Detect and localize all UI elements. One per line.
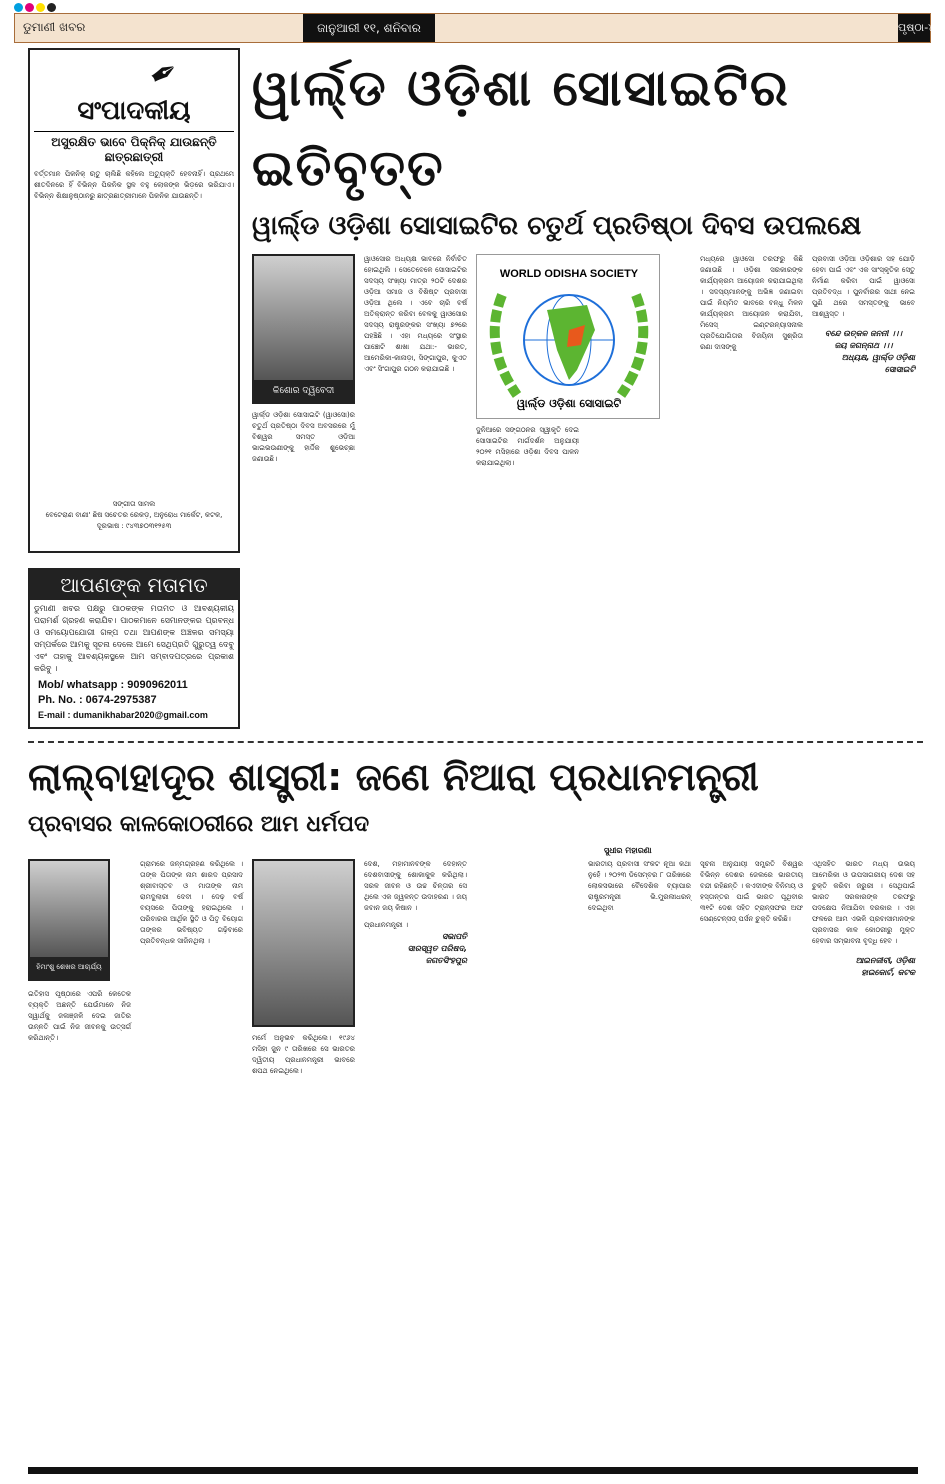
- shastri-photo: [252, 859, 355, 1027]
- story3-col3-wrap: [812, 859, 915, 1459]
- story1-logo-columns: [476, 425, 691, 469]
- logo-graphic: [477, 255, 661, 420]
- story2-col3-wrap: [252, 859, 355, 1459]
- story1-col3: ଦୁନିଆରେ ସଙ୍ଗଠନର ସ୍ୱୀକୃତି ଦେଇ ସୋସାଇଟିର ମାର୍ଗଦର୍ଶନ ଅନୁଯାୟୀ ୨୦୨୧ ମସିହାରେ ଓଡ଼ିଶା ଦିବସ ପାଳନ କରାଯାଇଥିଲା।: [476, 426, 579, 467]
- phone-label: Ph. No.: [38, 694, 76, 706]
- logo-english-text: WORLD ODISHA SOCIETY: [499, 268, 639, 280]
- signature-2: ହାଇକୋର୍ଟ, କଟକ: [861, 968, 915, 977]
- page-number: ପୃଷ୍ଠା-୪: [898, 14, 930, 42]
- signature-1: ସଭାପତି: [441, 932, 467, 941]
- issue-date: ଜାନୁଆରୀ ୧୧, ଶନିବାର ୨୦୨୫: [303, 14, 435, 42]
- signature-1: ଅଧ୍ୟକ୍ଷ, ୱାର୍ଲ୍ଡ ଓଡ଼ିଶା: [841, 353, 915, 362]
- story1-columns: [252, 254, 923, 469]
- top-section: [28, 48, 923, 729]
- closing-line-2: ଜୟ ଜଗନ୍ନାଥ ।।।: [834, 341, 893, 350]
- bottom-columns: [28, 859, 923, 1459]
- yellow-mark: [36, 3, 45, 12]
- story1-col2: ୱାଓସୋର ଅଧ୍ୟକ୍ଷ ଭାବରେ ନିର୍ବାଚିତ ହୋଇଥିଲି । ସେତେବେଳେ ସୋସାଇଟିର ସଦସ୍ୟ ସଂଖ୍ୟା ମାତ୍ର ୨୦ଟି ଦେଶର ଓଡ଼ିଆ ସମାଜ ଓ ବିଶିଷ୍ଟ ପ୍ରବାସୀ ଓଡ଼ିଆ ଥିଲେ । ଏବେ ଚାରି ବର୍ଷ ଅତିକ୍ରାନ୍ତ କରିବା ବେଳକୁ ୱାଓସୋର ସଦସ୍ୟ ରାଷ୍ଟ୍ରଙ୍କର ସଂଖ୍ୟା ୭୨ରେ ପହଞ୍ଚିଛି । ଏହା ମଧ୍ୟରେ ସଂସ୍ଥାର ପାଞ୍ଚୋଟି ଶାଖା ଯଥା:- ଭାରତ, ଆମେରିକା-କାନାଡ଼ା, ସିଙ୍ଗାପୁର, କୁଏତ ଏବଂ ସିଂଗାପୁର ଗଠନ କରାଯାଇଛି ।: [364, 255, 467, 373]
- editorial-subtitle: ଅସୁରକ୍ଷିତ ଭାବେ ପିକ୍‌ନିକ୍ ଯାଉଛନ୍ତି ଛାତ୍ରଛାତ୍ରୀ: [34, 131, 234, 165]
- mob-number[interactable]: 9090962011: [127, 679, 188, 691]
- story3-headline: ପ୍ରବାସର କାଳକୋଠରୀରେ ଆମ ଧର୍ମପଦ: [28, 812, 370, 837]
- story2-col4: ଦେଶ, ମହାମାନବଙ୍କ ଦେହାନ୍ତ ଦେଶବାସୀଙ୍କୁ ଶୋକାକୁଳ କରିଥିଲା। ସରଳ ଜୀବନ ଓ ଉଚ୍ଚ ଚିନ୍ତାର ସେ ଥିଲେ ଏକ ଜ୍ୱଳନ୍ତ ଉଦାହରଣ । ଜୟ ଜବାନ ଜୟ କିଷାନ ।: [364, 860, 467, 912]
- portrait-image: [254, 256, 353, 380]
- cyan-mark: [14, 3, 23, 12]
- left-column: [28, 48, 240, 729]
- black-mark: [47, 3, 56, 12]
- email[interactable]: E-mail : dumanikhabar2020@gmail.com: [38, 710, 208, 720]
- footer-bar: [28, 1467, 918, 1474]
- story1-col4: ମଧ୍ୟରେ ୱାଓସୋ ତରଫରୁ କିଛି ଜଣାଉଛି । ଓଡ଼ିଶା ସରକାରଙ୍କ କାର୍ଯ୍ୟକ୍ରମ ଆୟୋଜନ କରାଯାଇଥିଲା । ସଦସ୍ୟମାନଙ୍କୁ ଅଭିଜ୍ଞ ଜଣାଇବା ପାଇଁ ନିୟମିତ ଭାବରେ ବନ୍ଧୁ ମିଳନ କାର୍ଯ୍ୟକ୍ରମ ଆୟୋଜନ କରାଯିବା, ମିସେସ୍ ଇଣ୍ଟରନ୍ୟାସନାଲ ପ୍ରତିଯୋଗିତାର ବିଜୟିନୀ ସୁଶ୍ରିତା ରଣା ଦାସଙ୍କୁ: [700, 255, 803, 351]
- signature-2: ସାରସ୍ୱତ ପରିଷଦ,: [407, 944, 467, 953]
- closing-line-1: ବନ୍ଦେ ଉତ୍କଳ ଜନନୀ ।।।: [824, 329, 902, 338]
- signature-2: ସୋସାଇଟି: [884, 365, 915, 374]
- story3-col2: ସୂଚନା ଅନୁଯାୟୀ ସମ୍ପ୍ରତି ବିଶ୍ୱର ବିଭିନ୍ନ ଦେଶର ଜେଲରେ ଭାରତୀୟ ବନ୍ଦୀ ରହିଛନ୍ତି । କଏଦୀଙ୍କ ବିନିମୟ ଓ ହସ୍ତାନ୍ତର ପାଇଁ ଭାରତ ପୃଥିବୀର ୩୧ଟି ଦେଶ ସହିତ ଟ୍ରାନ୍ସଫର ଅଫ ସେଣ୍ଟେନ୍ସଡ୍ ପର୍ସନ ଚୁକ୍ତି କରିଛି।: [700, 860, 803, 923]
- story3-col3: ଏଥିସହିତ ଭାରତ ମଧ୍ୟ ଉଭୟ ଆମେରିକା ଓ ଉପସାଗରୀୟ ଦେଶ ସହ ଚୁକ୍ତି କରିବା ଜରୁରୀ । ସେଥିପାଇଁ ଭାରତ ସରକାରଙ୍କ ତରଫରୁ ପଦକ୍ଷେପ ନିଆଯିବା ଦରକାର । ଏହା ଫଳରେ ଆମ ଏଭଳି ପ୍ରବାସୀମାନଙ୍କ ପ୍ରବାସର କାଳ କୋଠରୀରୁ ମୁକ୍ତ ହେବାର ସମ୍ଭାବନା ବୃଦ୍ଧି ହେବ ।: [812, 860, 915, 945]
- logo-odia-text: ୱାର୍ଲ୍ଡ ଓଡ଼ିଶା ସୋସାଇଟି: [516, 397, 622, 410]
- kishore-photo: [252, 254, 355, 404]
- phone-number[interactable]: : 0674-2975387: [78, 694, 157, 706]
- portrait-image: [30, 861, 108, 957]
- story2-col4-wrap: [364, 859, 467, 1459]
- himanshu-photo: [28, 859, 110, 981]
- registration-marks: [14, 0, 931, 13]
- quill-icon: ✒: [141, 49, 187, 99]
- story2-headline-text: ଲାଲ୍‌ବାହାଦୂର ଶାସ୍ତ୍ରୀ: ଜଣେ ନିଆରା ପ୍ରଧାନମନ୍ତ୍ରୀ: [28, 755, 759, 799]
- editorial-address: ବେଟେରାଣ ବାଣୀ' ଛିଷ ସଚେତର ରେକଡ଼, ଅନୁରୋଧ ମାର୍କେଟ, କଟକ, ଦୂରଭାଷ : ୯୪୩୭୦୩୧୨୫୩: [45, 511, 223, 530]
- opinion-body: ଡୁମାଣୀ ଖବର ପକ୍ଷରୁ ପାଠକଙ୍କ ମତାମତ ଓ ଆବଶ୍ୟକୀୟ ପରାମର୍ଶ ଗ୍ରହଣ କରାଯିବ। ପାଠକମାନେ ସେମାନଙ୍କର ପ୍ରବନ୍ଧ ଓ ସମୟୋପଯୋଗୀ ଗଳ୍ପ ତଥା ଆପଣଙ୍କ ଅଞ୍ଚଳର ସମସ୍ୟା ସମ୍ପର୍କରେ ଆମକୁ ସୂଚନା ଦେଲେ ଆମେ ସେଥିପ୍ରତି ଗୁରୁତ୍ୱ ଦେବୁ ଏବଂ ତାହାକୁ ଆବଶ୍ୟକସ୍ଥଳେ ଆମ ସମ୍ବାଦପତ୍ରରେ ପ୍ରକାଶ କରିବୁ ।: [34, 604, 234, 673]
- story3-byline: ସୁଧୀର ମହାରଣା: [604, 846, 652, 855]
- story2-col1-wrap: [28, 859, 131, 1459]
- opinion-box: [28, 568, 240, 729]
- mob-label: Mob/ whatsapp :: [38, 679, 125, 691]
- story2-col2: ଗ୍ରାମରେ ଜନ୍ମଗ୍ରହଣ କରିଥିଲେ । ତାଙ୍କ ପିତାଙ୍କ ନାମ ଶାରଦ ପ୍ରସାଦ ଶ୍ରୀବାସ୍ତବ ଓ ମାତାଙ୍କ ନାମ ରାମଦୁଲାରୀ ଦେବୀ । ଦେଢ଼ ବର୍ଷ ବୟସରେ ପିତାଙ୍କୁ ହରାଇଥିଲେ । ପରିବାରର ଆର୍ଥିକ ସ୍ଥିତି ଓ ପିତୃ ବିୟୋଗ ତାଙ୍କର ଭବିଷ୍ୟତ ଗଢ଼ିବାରେ ପ୍ରତିବନ୍ଧକ ସାଜିନଥିଲା ।: [140, 860, 243, 945]
- magenta-mark: [25, 3, 34, 12]
- editorial-box: [28, 48, 240, 553]
- page-header: [14, 13, 936, 63]
- photo-caption: ହିମାଂଶୁ ଶେଖର ଆଚାର୍ଯ୍ୟ: [30, 957, 108, 979]
- story1-col1: ୱାର୍ଲ୍ଡ ଓଡ଼ିଶା ସୋସାଇଟି (ୱାଓସୋ)ର ଚତୁର୍ଥ ପ୍ରତିଷ୍ଠା ଦିବସ ଅବସରରେ ମୁଁ ବିଶ୍ୱର ସମସ୍ତ ଓଡ଼ିଆ ଭାଇଭଉଣୀଙ୍କୁ ହାର୍ଦ୍ଦିକ ଶୁଭେଚ୍ଛା ଜଣାଉଛି।: [252, 411, 355, 463]
- story1-subheadline: ୱାର୍ଲ୍ଡ ଓଡ଼ିଶା ସୋସାଇଟିର ଚତୁର୍ଥ ପ୍ରତିଷ୍ଠା ଦିବସ ଉପଲକ୍ଷେ: [252, 211, 862, 241]
- story1: [252, 48, 923, 729]
- signature-3: ଜଗତସିଂହପୁର: [425, 956, 467, 965]
- story1-headline: ୱାର୍ଲ୍ଡ ଓଡ଼ିଶା ସୋସାଇଟିର ଇତିବୃତ୍ତ: [252, 59, 790, 197]
- editorial-author: ସଙ୍ଗୀତା ସାମଲ: [112, 500, 156, 508]
- contact-info: [30, 678, 238, 723]
- story1-logo-area: [476, 254, 691, 469]
- story1-col1-wrap: [252, 254, 355, 469]
- story3-col1: ଭାରତୀୟ ପ୍ରବାସୀ ସଂକଟ ନୂଆ କଥା ନୁହେଁ । ୨୦୨୩ ଡିସେମ୍ବର ୮ ତାରିଖରେ ଲୋକସଭାରେ ବୈଦେଶିକ ବ୍ୟାପାର ରାଷ୍ଟ୍ରମନ୍ତ୍ରୀ ଭି.ମୁରଲୀଧରନ୍ ଦେଇଥିବା: [588, 860, 691, 912]
- world-odisha-society-logo: [476, 254, 660, 419]
- opinion-title: ଆପଣଙ୍କ ମତାମତ: [30, 570, 238, 600]
- photo-caption: କିଶୋର ଦ୍ୱିବେଦୀ: [254, 380, 353, 402]
- story1-col3b: [588, 425, 691, 469]
- story1-col5: ପ୍ରବାସୀ ଓଡ଼ିଆ ଓଡ଼ିଶାର ସହ ଯୋଡ଼ି ହେବା ପାଇଁ ଏବଂ ଏକ ସାଂସ୍କୃତିକ ସେତୁ ନିର୍ମାଣ କରିବା ପାଇଁ ୱାଓସୋ ପ୍ରତିବଦ୍ଧ । ପୁନର୍ବାରର ସାଥୀ ନେଇ ପୁଣି ଥରେ ସମସ୍ତଙ୍କୁ ଭାବେ ଆଶ୍ୱସ୍ତ ।: [812, 255, 915, 318]
- signature-1: ଆଇନଜୀବୀ, ଓଡ଼ିଶା: [855, 956, 915, 965]
- paper-name: ଡୁମାଣୀ ଖବର: [23, 20, 86, 34]
- story2-col3: ମର୍ମେ ଅନୁଭବ କରିଥିଲେ। ୧୯୬୪ ମସିହା ଜୁନ ୯ ତାରିଖରେ ସେ ଭାରତର ଦ୍ୱିତୀୟ ପ୍ରଧାନମନ୍ତ୍ରୀ ଭାବରେ ଶପଥ ନେଇଥିଲେ।: [252, 1034, 355, 1075]
- story1-col5-wrap: [812, 254, 915, 469]
- editorial-title: ସଂପାଦକୀୟ: [77, 96, 191, 126]
- bottom-headlines: [28, 749, 923, 845]
- story2-col5: [476, 859, 579, 1459]
- story2-col1: ଇତିହାସ ପୃଷ୍ଠାରେ ଏପରି କେତେକ ବ୍ୟକ୍ତି ଅଛନ୍ତି ଯେଉଁମାନେ ନିଜ ସ୍ୱାର୍ଥକୁ ଜଳାଞ୍ଜଳି ଦେଇ ଜାତିର ଉନ୍ନତି ପାଇଁ ନିଜ ଜୀବନକୁ ଉତ୍ସର୍ଗ କରିଥାନ୍ତି।: [28, 990, 131, 1042]
- section-divider: [28, 741, 923, 743]
- editorial-body: ବର୍ତ୍ତମାନ ପିକନିକ୍ ଋତୁ ଚାଲିଛି କହିଲେ ଅତ୍ୟୁକ୍ତି ହେବନାହିଁ। ପ୍ରଥମେ ଶୀତଦିନରେ ହିଁ ବିଭିନ୍ନ ପିକନିକ ସ୍ଥଳ ବହୁ ଲୋକଙ୍କ ଭିଡ଼ରେ ଭରିଯାଏ। ବିଭିନ୍ନ ଶିକ୍ଷାନୁଷ୍ଠାନରୁ ଛାତ୍ରଛାତ୍ରୀମାନେ ପିକନିକ ଯାଉଛନ୍ତି।: [34, 170, 234, 200]
- story2-col4-end: ପ୍ରଧାନମନ୍ତ୍ରୀ ।: [364, 921, 408, 929]
